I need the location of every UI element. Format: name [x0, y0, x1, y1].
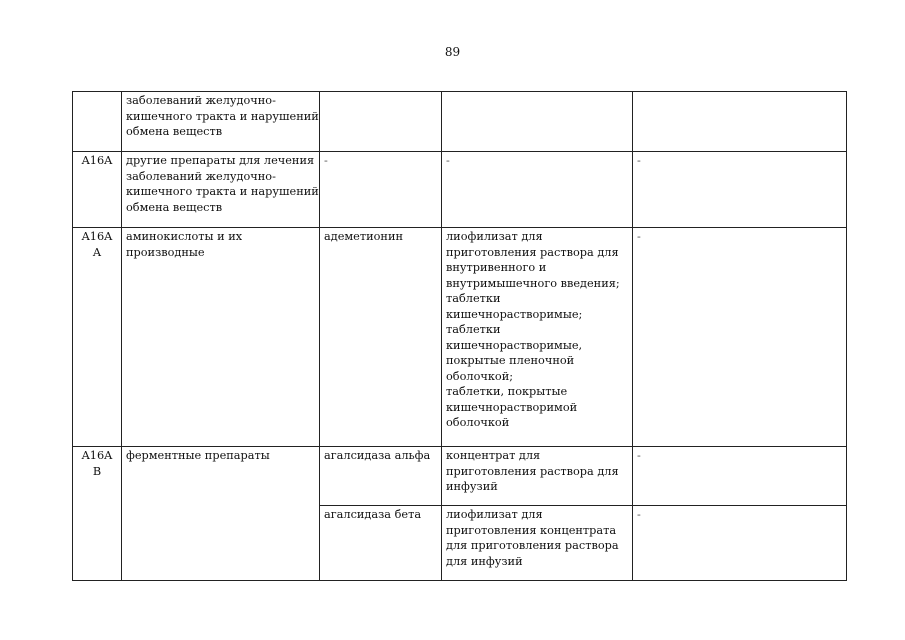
group-name-cell: [122, 447, 320, 581]
drug-table: [72, 91, 847, 581]
dosage-form-line: приготовления раствора для: [446, 245, 619, 259]
dosage-form-line: лиофилизат для: [446, 508, 543, 521]
group-name-line: заболеваний желудочно-: [126, 169, 276, 183]
group-name-line: аминокислоты и их: [126, 230, 243, 243]
extra-cell: -: [633, 447, 847, 506]
dosage-form-line: приготовления концентрата: [446, 523, 617, 537]
dosage-form-line: приготовления раствора для: [446, 464, 619, 478]
dosage-form-line: для приготовления раствора: [446, 539, 619, 552]
dosage-form-line: таблетки: [446, 292, 501, 305]
dosage-form-line: для инфузий: [446, 554, 523, 568]
atc-code-cell: [73, 92, 122, 152]
group-name-line: ферментные препараты: [126, 449, 270, 462]
dosage-form-cell: [442, 152, 633, 228]
dosage-form-line: кишечнорастворимой: [446, 400, 578, 414]
dosage-form-line: оболочкой;: [446, 369, 514, 383]
dosage-form-line: концентрат для: [446, 449, 541, 462]
atc-code-cell: A16A A: [73, 228, 122, 447]
group-name-cell: [122, 92, 320, 152]
group-name-line: кишечного тракта и нарушений: [126, 109, 319, 123]
dosage-form-line: таблетки, покрытые: [446, 385, 568, 398]
extra-cell: -: [633, 152, 847, 228]
substance-cell: агалсидаза бета: [320, 506, 442, 581]
page-number: 89: [444, 45, 461, 59]
substance-cell: [320, 92, 442, 152]
dosage-form-line: покрытые пленочной: [446, 354, 575, 367]
group-name-line: обмена веществ: [126, 200, 223, 214]
dosage-form-line: внутривенного и: [446, 261, 547, 274]
extra-cell: -: [633, 506, 847, 581]
table-row: [73, 228, 847, 447]
group-name-line: другие препараты для лечения: [126, 154, 315, 167]
dosage-form-line: оболочкой: [446, 416, 510, 429]
dosage-form-cell: [442, 228, 633, 447]
dosage-form-cell: [442, 506, 633, 581]
substance-cell: агалсидаза альфа: [320, 447, 442, 506]
group-name-line: производные: [126, 245, 205, 259]
substance-cell: адеметионин: [320, 228, 442, 447]
dosage-form-line: инфузий: [446, 480, 498, 493]
dosage-form-cell: [442, 447, 633, 506]
table-row: [73, 152, 847, 228]
substance-cell: -: [320, 152, 442, 228]
dosage-form-line: кишечнорастворимые;: [446, 307, 583, 321]
table-row: [73, 447, 847, 506]
group-name-cell: [122, 152, 320, 228]
table-row: [73, 92, 847, 152]
atc-code-cell: A16A B: [73, 447, 122, 581]
dosage-form-line: внутримышечного введения;: [446, 276, 620, 290]
extra-cell: [633, 92, 847, 152]
extra-cell: -: [633, 228, 847, 447]
atc-code-cell: A16A: [73, 152, 122, 228]
group-name-cell: [122, 228, 320, 447]
dosage-form-line: лиофилизат для: [446, 230, 543, 243]
group-name-line: кишечного тракта и нарушений: [126, 185, 319, 198]
dosage-form-line: кишечнорастворимые,: [446, 338, 583, 352]
dosage-form-line: -: [446, 154, 450, 167]
dosage-form-line: таблетки: [446, 323, 501, 336]
group-name-line: обмена веществ: [126, 125, 223, 138]
group-name-line: заболеваний желудочно-: [126, 94, 276, 107]
dosage-form-cell: [442, 92, 633, 152]
